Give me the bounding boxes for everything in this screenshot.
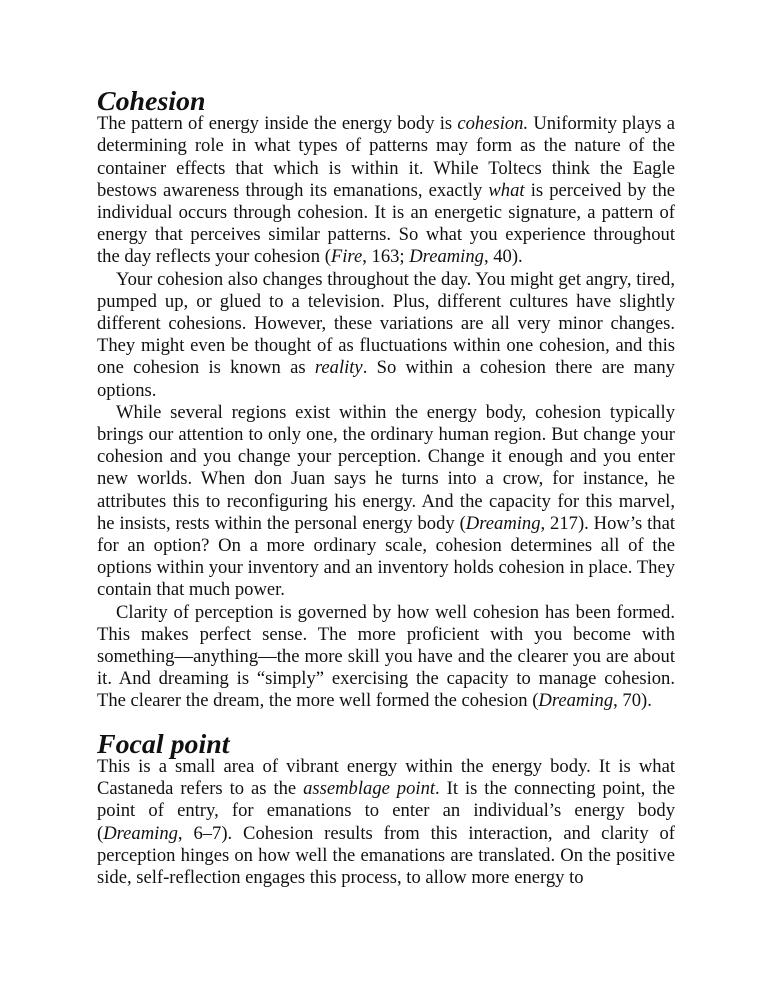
section-heading-focal-point: Focal point <box>97 728 230 760</box>
paragraph: Your cohesion also changes throughout the day. You might get angry, tired, pumped up, or glued to a television. Plus, different cultures have slightly different cohesions. However, these variations are all very minor changes. They might even be thought of as fluctuations within one cohesion, and this one cohesion is known as reality. So within a cohesion there are many options. <box>97 268 675 401</box>
paragraph: The pattern of energy inside the energy body is cohesion. Uniformity plays a determining role in what types of patterns may form as the nature of the container effects that which is within it. While Toltecs think the Eagle bestows awareness through its emanations, exactly what is perceived by the individual occurs through cohesion. It is an energetic signature, a pattern of energy that perceives similar patterns. So what you experience throughout the day reflects your cohesion (Fire, 163; Dreaming, 40). <box>97 113 675 268</box>
book-page <box>97 86 676 889</box>
section-heading-cohesion: Cohesion <box>97 86 206 117</box>
paragraph: Clarity of perception is governed by how well cohesion has been formed. This makes perfect sense. The more proficient with you become with something—anything—the more skill you have and the clearer you are about it. And dreaming is “simply” exercising the capacity to manage cohesion. The clearer the dream, the more well formed the cohesion (Dreaming, 70). <box>97 601 675 712</box>
paragraph: This is a small area of vibrant energy within the energy body. It is what Castaneda refers to as the assemblage point. It is the connecting point, the point of entry, for emanations to enter an individual’s energy body (Dreaming, 6–7). Cohesion results from this interaction, and clarity of perception hinges on how well the emanations are translated. On the positive side, self-reflection engages this process, to allow more energy to <box>97 755 675 888</box>
paragraph: While several regions exist within the energy body, cohesion typically brings our attention to only one, the ordinary human region. But change your cohesion and you change your perception. Change it enough and you enter new worlds. When don Juan says he turns into a crow, for instance, he attributes this to reconfiguring his energy. And the capacity for this marvel, he insists, rests within the personal energy body (Dreaming, 217). How’s that for an option? On a more ordinary scale, cohesion determines all of the options within your inventory and an inventory holds cohesion in place. They contain that much power. <box>97 401 676 601</box>
